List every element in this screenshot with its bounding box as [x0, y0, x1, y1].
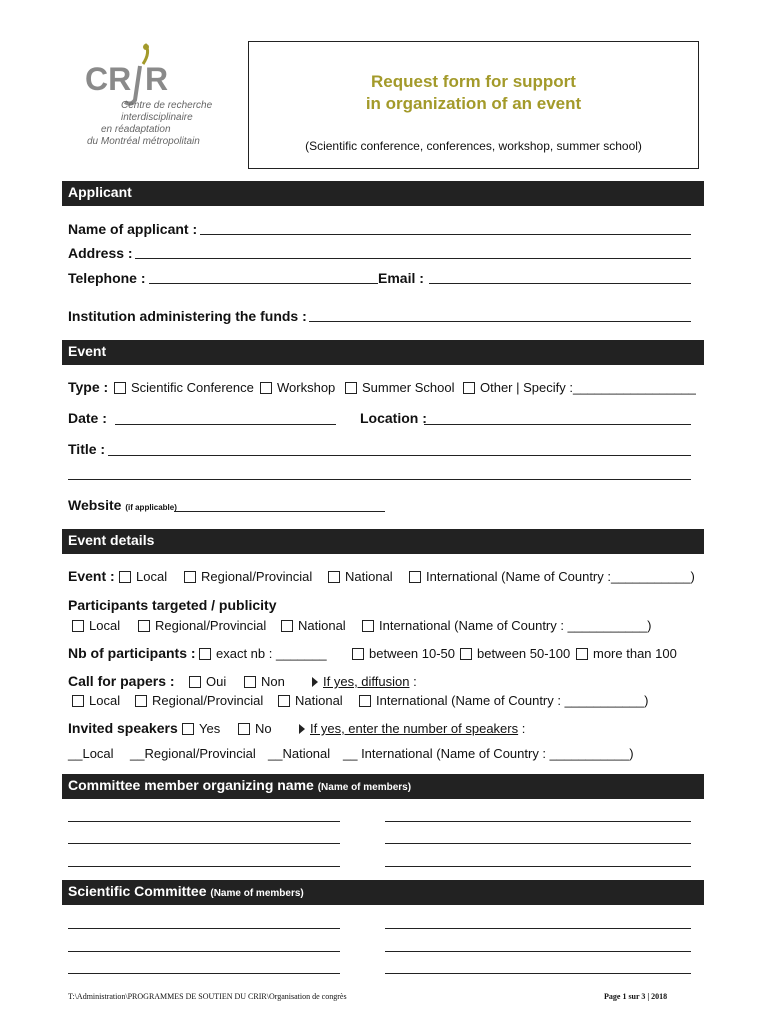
option-label: Regional/Provincial [201, 569, 313, 584]
telephone-label: Telephone : [68, 270, 146, 286]
checkbox[interactable] [135, 695, 147, 707]
svg-text:CR: CR [85, 61, 132, 97]
option-label: Other | Specify :_________________ [480, 380, 696, 395]
participants-regional[interactable] [138, 618, 266, 633]
logo-line-4: du Montréal métropolitain [87, 136, 200, 147]
logo-line-1: Centre de recherche [121, 100, 213, 111]
checkbox[interactable] [460, 648, 472, 660]
checkbox[interactable] [576, 648, 588, 660]
website-field[interactable] [174, 511, 385, 512]
call-non[interactable] [244, 674, 285, 689]
option-label: Scientific Conference [131, 380, 254, 395]
scientific-member-field-3[interactable] [68, 951, 340, 952]
section-scientific-label: Scientific Committee [68, 883, 207, 899]
email-label: Email : [378, 270, 424, 286]
website-label [68, 497, 177, 513]
section-scientific-sub: (Name of members) [210, 888, 304, 899]
option-label: National [295, 693, 343, 708]
call-sub-international[interactable] [359, 693, 648, 708]
participants-local[interactable] [72, 618, 120, 633]
option-label: Local [89, 618, 121, 633]
address-label: Address : [68, 245, 133, 261]
scientific-member-field-1[interactable] [68, 928, 340, 929]
checkbox[interactable] [345, 382, 357, 394]
option-label: National [345, 569, 393, 584]
committee-member-field-6[interactable] [385, 866, 691, 867]
option-label: International (Name of Country : ___________) [376, 693, 649, 708]
nb-more-100[interactable] [576, 646, 677, 661]
section-applicant-label: Applicant [68, 184, 132, 200]
section-committee-label: Committee member organizing name [68, 777, 314, 793]
call-followup-colon: : [413, 674, 417, 689]
type-scientific-conference[interactable] [114, 380, 254, 395]
speakers-yes[interactable] [182, 721, 220, 736]
checkbox[interactable] [72, 695, 84, 707]
title-field-2[interactable] [68, 479, 691, 480]
option-label: National [298, 618, 346, 633]
checkbox[interactable] [278, 695, 290, 707]
option-label: International (Name of Country : ___________) [379, 618, 652, 633]
option-label: Regional/Provincial [155, 618, 267, 633]
section-event-label: Event [68, 343, 107, 359]
scientific-member-field-6[interactable] [385, 973, 691, 974]
nb-10-50[interactable] [352, 646, 455, 661]
speakers-no[interactable] [238, 721, 272, 736]
section-event-details-label: Event details [68, 532, 155, 548]
type-label: Type : [68, 379, 109, 395]
event-scope-international[interactable] [409, 569, 695, 584]
speakers-followup-colon: : [521, 721, 526, 736]
committee-member-field-5[interactable] [68, 866, 340, 867]
checkbox[interactable] [359, 695, 371, 707]
checkbox[interactable] [260, 382, 272, 394]
telephone-field[interactable] [149, 283, 378, 284]
crir-logo [85, 42, 245, 152]
institution-field[interactable] [309, 321, 691, 322]
option-label: Local [136, 569, 168, 584]
checkbox[interactable] [184, 571, 196, 583]
scientific-member-field-4[interactable] [385, 951, 691, 952]
speakers-national[interactable]: __National [268, 746, 331, 761]
checkbox[interactable] [189, 676, 201, 688]
option-label: Oui [206, 674, 227, 689]
website-note: (if applicable) [125, 503, 177, 512]
checkbox[interactable] [409, 571, 421, 583]
call-oui[interactable] [189, 674, 226, 689]
nb-50-100[interactable] [460, 646, 570, 661]
footer-page: Page 1 sur 3 | 2018 [604, 992, 668, 1001]
committee-member-field-2[interactable] [385, 821, 691, 822]
nb-exact[interactable] [199, 646, 327, 661]
form-title-line-1: Request form for support [371, 72, 576, 91]
event-scope-regional[interactable] [184, 569, 312, 584]
applicant-name-field[interactable] [200, 234, 691, 235]
checkbox[interactable] [352, 648, 364, 660]
scientific-member-field-5[interactable] [68, 973, 340, 974]
checkbox[interactable] [119, 571, 131, 583]
checkbox[interactable] [362, 620, 374, 632]
checkbox[interactable] [182, 723, 194, 735]
call-sub-local[interactable] [72, 693, 120, 708]
call-for-papers-label: Call for papers : [68, 673, 175, 689]
institution-label: Institution administering the funds : [68, 308, 307, 324]
checkbox[interactable] [138, 620, 150, 632]
option-label: between 50-100 [477, 646, 571, 661]
call-sub-national[interactable] [278, 693, 343, 708]
option-label: Non [261, 674, 285, 689]
scientific-member-field-2[interactable] [385, 928, 691, 929]
checkbox[interactable] [72, 620, 84, 632]
form-title-line-2: in organization of an event [365, 94, 582, 113]
call-followup-text: If yes, diffusion [323, 674, 410, 689]
section-event [62, 340, 704, 365]
website-label-text: Website [68, 497, 122, 513]
svg-text:R: R [145, 61, 169, 97]
event-scope-label: Event : [68, 568, 115, 584]
logo-line-2: interdisciplinaire [121, 112, 193, 123]
option-label: Yes [199, 721, 221, 736]
checkbox[interactable] [114, 382, 126, 394]
committee-member-field-1[interactable] [68, 821, 340, 822]
arrow-right-icon [299, 724, 305, 734]
speakers-regional[interactable]: __Regional/Provincial [130, 746, 256, 761]
checkbox[interactable] [238, 723, 250, 735]
option-label: between 10-50 [369, 646, 456, 661]
option-label: Summer School [362, 380, 455, 395]
event-scope-local[interactable] [119, 569, 167, 584]
speakers-followup-text: If yes, enter the number of speakers [310, 721, 519, 736]
speakers-followup [299, 721, 525, 736]
participants-international[interactable] [362, 618, 651, 633]
option-label: No [255, 721, 272, 736]
section-committee [62, 774, 704, 799]
crir-logo-mark [85, 42, 169, 102]
checkbox[interactable] [328, 571, 340, 583]
committee-member-field-4[interactable] [385, 843, 691, 844]
speakers-international[interactable]: __ International (Name of Country : ___________) [343, 746, 634, 761]
address-field[interactable] [135, 258, 691, 259]
footer-path: T:\Administration\PROGRAMMES DE SOUTIEN DU CRIR\Organisation de congrès [68, 992, 347, 1001]
title-label: Title : [68, 441, 106, 457]
checkbox[interactable] [463, 382, 475, 394]
date-label: Date : [68, 410, 107, 426]
type-other[interactable] [463, 380, 696, 395]
applicant-name-label: Name of applicant : [68, 221, 198, 237]
speakers-local[interactable]: __Local [68, 746, 114, 761]
event-scope-national[interactable] [328, 569, 393, 584]
option-label: more than 100 [593, 646, 677, 661]
checkbox[interactable] [244, 676, 256, 688]
option-label: exact nb : _______ [216, 646, 327, 661]
option-label: International (Name of Country :___________) [426, 569, 695, 584]
date-field[interactable] [115, 424, 336, 425]
form-subtitle: (Scientific conference, conferences, workshop, summer school) [305, 139, 642, 153]
invited-speakers-label: Invited speakers [68, 720, 178, 736]
section-scientific-committee [62, 880, 704, 905]
type-workshop[interactable] [260, 380, 335, 395]
location-label: Location : [360, 410, 427, 426]
call-followup [312, 674, 417, 689]
committee-member-field-3[interactable] [68, 843, 340, 844]
section-event-details [62, 529, 704, 554]
title-field[interactable] [108, 455, 691, 456]
option-label: Regional/Provincial [152, 693, 264, 708]
logo-line-3: en réadaptation [101, 124, 171, 135]
section-committee-sub: (Name of members) [317, 782, 412, 793]
type-summer-school[interactable] [345, 380, 454, 395]
participants-national[interactable] [281, 618, 346, 633]
section-applicant [62, 181, 704, 206]
option-label: Workshop [277, 380, 336, 395]
nb-participants-label: Nb of participants : [68, 645, 196, 661]
checkbox[interactable] [281, 620, 293, 632]
arrow-right-icon [312, 677, 318, 687]
checkbox[interactable] [199, 648, 211, 660]
call-sub-regional[interactable] [135, 693, 263, 708]
location-field[interactable] [424, 424, 691, 425]
email-field[interactable] [429, 283, 691, 284]
option-label: Local [89, 693, 121, 708]
participants-label: Participants targeted / publicity [68, 597, 277, 613]
